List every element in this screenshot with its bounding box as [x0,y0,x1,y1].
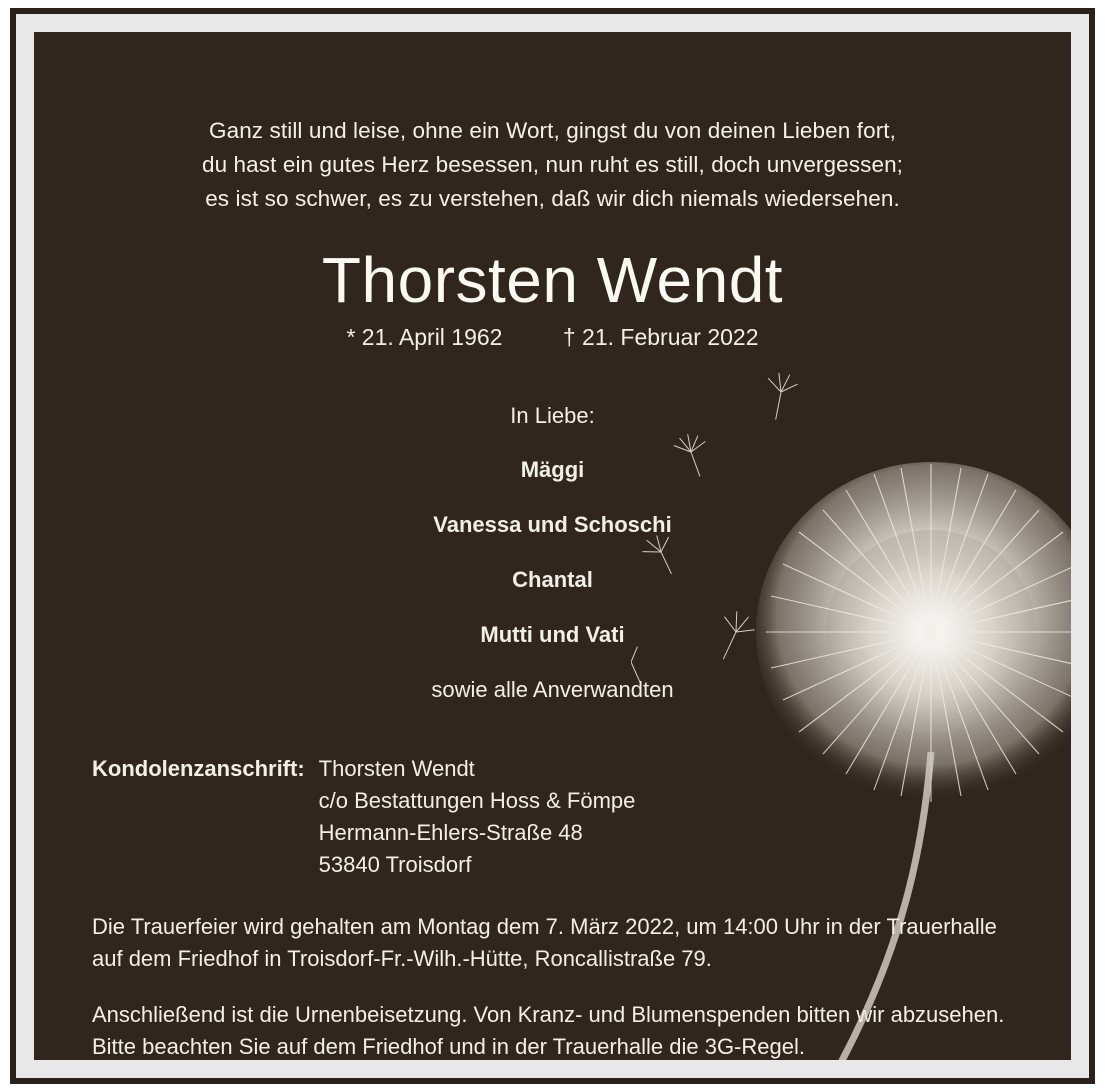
family-list [34,403,1071,703]
birth-date: * 21. April 1962 [346,324,503,350]
death-date: † 21. Februar 2022 [562,324,759,350]
family-member: Mäggi [520,457,585,482]
address-line: Hermann-Ehlers-Straße 48 [318,820,583,845]
condolence-block [34,753,1071,881]
verse-line-2: du hast ein gutes Herz besessen, nun ruht es still, doch unvergessen; [201,152,904,177]
verse-line-1: Ganz still und leise, ohne ein Wort, gingst du von deinen Lieben fort, [208,118,896,143]
closing-text: Anschließend ist die Urnenbeisetzung. Von Kranz- und Blumenspenden bitten wir abzusehen. Bitte beachten Sie auf dem Friedhof und in der Trauerhalle die 3G-Regel. [92,1002,1005,1059]
family-intro: In Liebe: [510,403,595,428]
family-member: Vanessa und Schoschi [433,512,672,537]
ceremony-text: Die Trauerfeier wird gehalten am Montag dem 7. März 2022, um 14:00 Uhr in der Trauerhalle auf dem Friedhof in Troisdorf-Fr.-Wilh.-Hütte, Roncallistraße 79. [92,914,997,971]
condolence-address [319,753,636,881]
address-line: c/o Bestattungen Hoss & Fömpe [318,788,636,813]
deceased-name: Thorsten Wendt [321,244,784,316]
condolence-label: Kondolenzanschrift: [92,756,305,781]
family-others: sowie alle Anverwandten [431,677,674,702]
verse-line-3: es ist so schwer, es zu verstehen, daß wir dich niemals wiedersehen. [205,186,900,211]
memorial-verse [34,32,1071,216]
family-member: Chantal [512,567,593,592]
life-dates [34,324,1071,351]
address-line: 53840 Troisdorf [318,852,472,877]
family-member: Mutti und Vati [480,622,625,647]
obituary-card [34,32,1071,1060]
obituary-frame [10,8,1095,1084]
ceremony-details [34,911,1071,1060]
address-line: Thorsten Wendt [318,756,475,781]
